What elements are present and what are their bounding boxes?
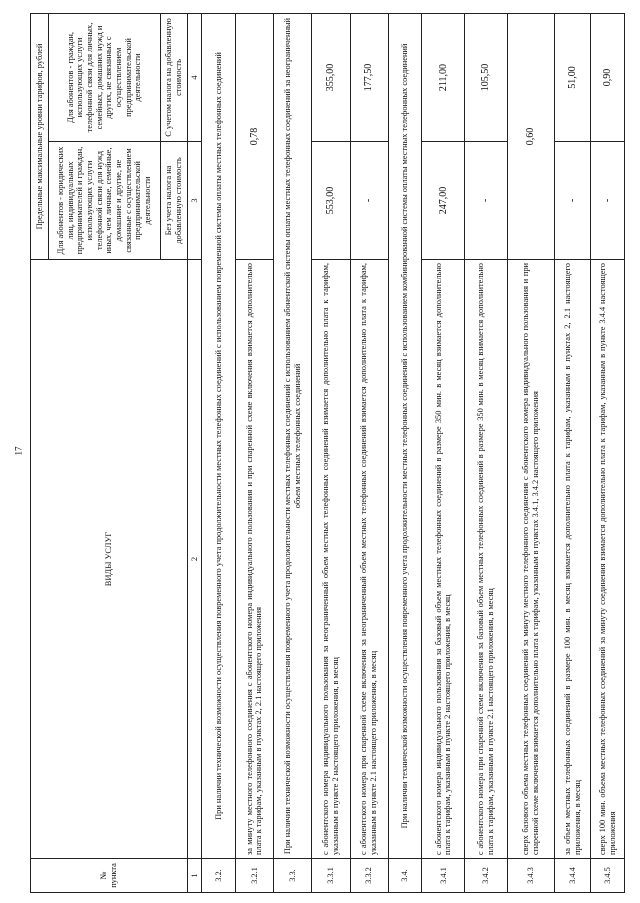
row-text: сверх базового объема местных телефонных соединений за минуту местного телефонного соединения с абонентского номера индивидуального пользования и при спаренной схеме включения взимается дополнительно плата к тарифам, указанным в пунктах 3.4.1, 3.4.2 настоящего приложения	[507, 260, 554, 859]
row-text: При наличии технической возможности осуществления повременного учета продолжительности местных телефонных соединений с использованием повременной системы оплаты местных телефонных соединений	[202, 14, 236, 859]
row-value-with-vat: 211,00	[422, 14, 465, 142]
row-value-without-vat: 553,00	[312, 142, 350, 260]
row-text: с абонентского номера индивидуального пользования за базовый объем местных телефонных соединений в размере 350 мин. в месяц взимается дополнительно плата к тарифам, указанным в пункте 2 настоящего приложения, в месяц	[422, 260, 465, 859]
row-value-without-vat: -	[591, 142, 625, 260]
row-text: за минуту местного телефонного соединения с абонентского номера индивидуального пользования и при спаренной схеме включения взимается дополнительно плата к тарифам, указанным в пунктах 2, 2.1 настоящего приложения	[235, 260, 273, 859]
header-number: № пункта	[31, 859, 188, 893]
table-row	[202, 14, 236, 893]
row-value-without-vat: -	[465, 142, 508, 260]
row-number: 3.4.	[388, 859, 422, 893]
row-value-merged: 0,78	[235, 14, 273, 260]
page-number: 17	[13, 446, 24, 456]
table-row	[312, 14, 350, 893]
row-value-with-vat: 355,00	[312, 14, 350, 142]
row-text: сверх 100 мин. объема местных телефонных соединений за минуту соединения взимается дополнительно плата к тарифам, указанным в пункте 3.4.4 настоящего приложения	[591, 260, 625, 859]
row-number: 3.4.1	[422, 859, 465, 893]
row-value-without-vat: -	[555, 142, 591, 260]
header-with-vat: С учетом налога на добавленную стоимость	[160, 14, 187, 142]
row-number: 3.2.1	[235, 859, 273, 893]
table-row	[465, 14, 508, 893]
table-row	[388, 14, 422, 893]
table-row	[591, 14, 625, 893]
row-value-with-vat: 51,00	[555, 14, 591, 142]
colnum-3: 3	[187, 142, 201, 260]
table-row	[555, 14, 591, 893]
row-number: 3.3.2	[350, 859, 388, 893]
table-row	[422, 14, 465, 893]
colnum-1: 1	[187, 859, 201, 893]
row-value-without-vat: -	[350, 142, 388, 260]
header-citizens: Для абонентов - граждан, использующих услуги телефонной связи для личных, семейных, домашних нужд и других, не связанных с осуществлением предпринимательской деятельности	[48, 14, 160, 142]
row-text: с абонентского номера при спаренной схеме включения за базовый объем местных телефонных соединений в размере 350 мин. в месяц взимается дополнительно плата к тарифам, указанным в пункте 2.1 настоящего приложения, в месяц	[465, 260, 508, 859]
table-row	[507, 14, 554, 893]
row-text: за объем местных телефонных соединений в размере 100 мин. в месяц взимается дополнительно плата к тарифам, указанным в пунктах 2, 2.1 настоящего приложения, в месяц	[555, 260, 591, 859]
row-value-merged: 0,60	[507, 14, 554, 260]
row-value-without-vat: 247,00	[422, 142, 465, 260]
row-number: 3.3.1	[312, 859, 350, 893]
row-number: 3.2.	[202, 859, 236, 893]
header-without-vat: Без учета налога на добавленную стоимость	[160, 142, 187, 260]
tariff-table	[30, 13, 625, 893]
row-number: 3.4.2	[465, 859, 508, 893]
colnum-4: 4	[187, 14, 201, 142]
header-legal-entities: Для абонентов - юридических лиц, индивидуальных предпринимателей и граждан, использующих услуги телефонной связи для нужд иных, чем личные, семейные, домашние и другие, не связанные с осуществлением предпринимательской деятельности	[48, 142, 160, 260]
row-number: 3.4.3	[507, 859, 554, 893]
row-text: с абонентского номера при спаренной схеме включения за неограниченный объем местных телефонных соединений взимается дополнительно плата к тарифам, указанным в пункте 2.1 настоящего приложения, в месяц	[350, 260, 388, 859]
row-value-with-vat: 0,90	[591, 14, 625, 142]
table-row	[350, 14, 388, 893]
row-number: 3.4.5	[591, 859, 625, 893]
header-tariff-group: Предельные максимальные уровни тарифов, рублей	[31, 14, 49, 260]
row-value-with-vat: 105,50	[465, 14, 508, 142]
table-row	[274, 14, 312, 893]
row-number: 3.3.	[274, 859, 312, 893]
row-value-with-vat: 177,50	[350, 14, 388, 142]
header-services: ВИДЫ УСЛУГ	[31, 260, 188, 859]
rotated-page	[30, 13, 625, 893]
row-number: 3.4.4	[555, 859, 591, 893]
row-text: При наличии технической возможности осуществления повременного учета продолжительности местных телефонных соединений с использованием комбинированной системы оплаты местных телефонных соединений	[388, 14, 422, 859]
row-text: При наличии технической возможности осуществления повременного учета продолжительности местных телефонных соединений с использованием абонентской системы оплаты местных телефонных соединений за неограниченный объем местных телефонных соединений	[274, 14, 312, 859]
table-row	[235, 14, 273, 893]
row-text: с абонентского номера индивидуального пользования за неограниченный объем местных телефонных соединений взимается дополнительно плата к тарифам, указанным в пункте 2 настоящего приложения, в месяц	[312, 260, 350, 859]
colnum-2: 2	[187, 260, 201, 859]
